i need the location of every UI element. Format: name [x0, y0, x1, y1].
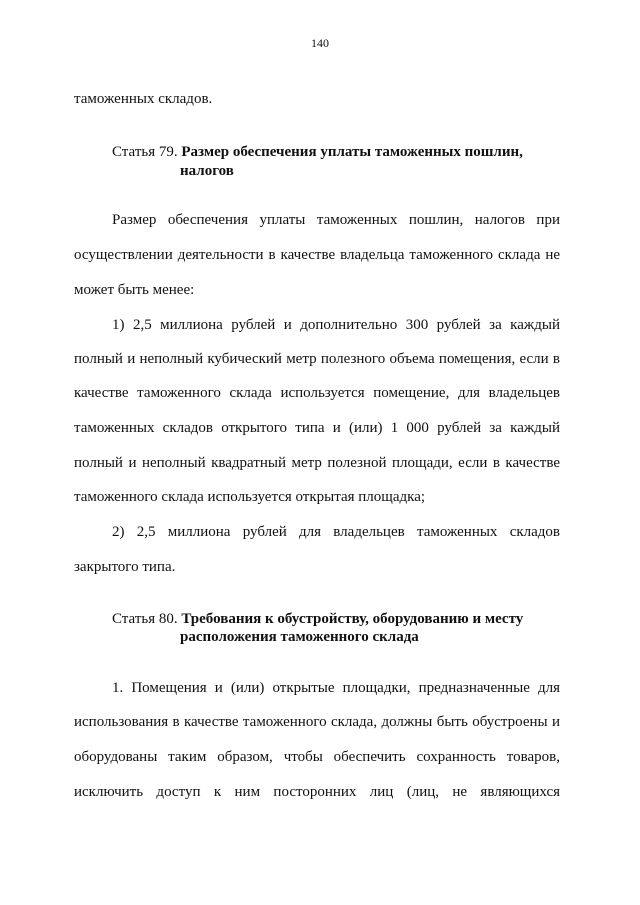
- article-79-item1-line: полный и неполный кубический метр полезного объема помещения, если в: [74, 351, 560, 367]
- article-80-heading-line2: [180, 628, 419, 646]
- article-79-intro-line: может быть менее:: [74, 282, 195, 298]
- article-80-para1-line: оборудованы таким образом, чтобы обеспечить сохранность товаров,: [74, 749, 560, 765]
- article-80-para1-line: 1. Помещения и (или) открытые площадки, предназначенные для: [112, 680, 560, 696]
- page-number: 140: [311, 36, 329, 50]
- article-79-title-line1: Размер обеспечения уплаты таможенных пошлин,: [181, 144, 523, 160]
- article-80-heading-line1: [112, 610, 523, 628]
- article-80-title-line1: Требования к обустройству, оборудованию и месту: [181, 611, 524, 627]
- article-80-para1-line: исключить доступ к ним посторонних лиц (лиц, не являющихся: [74, 784, 560, 800]
- article-79-intro-line: Размер обеспечения уплаты таможенных пошлин, налогов при: [112, 212, 560, 228]
- article-79-item1-line: 1) 2,5 миллиона рублей и дополнительно 300 рублей за каждый: [112, 317, 560, 333]
- article-79-heading-line1: [112, 143, 523, 161]
- article-79-item2-line: закрытого типа.: [74, 559, 176, 575]
- paragraph-fragment: таможенных складов.: [74, 91, 213, 107]
- article-80-para1-line: использования в качестве таможенного склада, должны быть обустроены и: [74, 714, 560, 730]
- article-80-title-line2: расположения таможенного склада: [180, 629, 419, 645]
- article-79-item1-line: полный и неполный квадратный метр полезной площади, если в качестве: [74, 455, 560, 471]
- article-79-prefix: Статья 79.: [112, 144, 178, 160]
- article-79-item1-line: таможенных складов открытого типа и (или) 1 000 рублей за каждый: [74, 420, 560, 436]
- article-79-item1-line: качестве таможенного склада используется помещение, для владельцев: [74, 385, 560, 401]
- article-79-item2-line: 2) 2,5 миллиона рублей для владельцев таможенных складов: [112, 524, 560, 540]
- article-79-intro-line: осуществлении деятельности в качестве владельца таможенного склада не: [74, 247, 560, 263]
- article-80-prefix: Статья 80.: [112, 611, 178, 627]
- article-79-title-line2: налогов: [180, 163, 234, 179]
- article-79-heading-line2: [180, 162, 234, 180]
- article-79-item1-line: таможенного склада используется открытая площадка;: [74, 489, 426, 505]
